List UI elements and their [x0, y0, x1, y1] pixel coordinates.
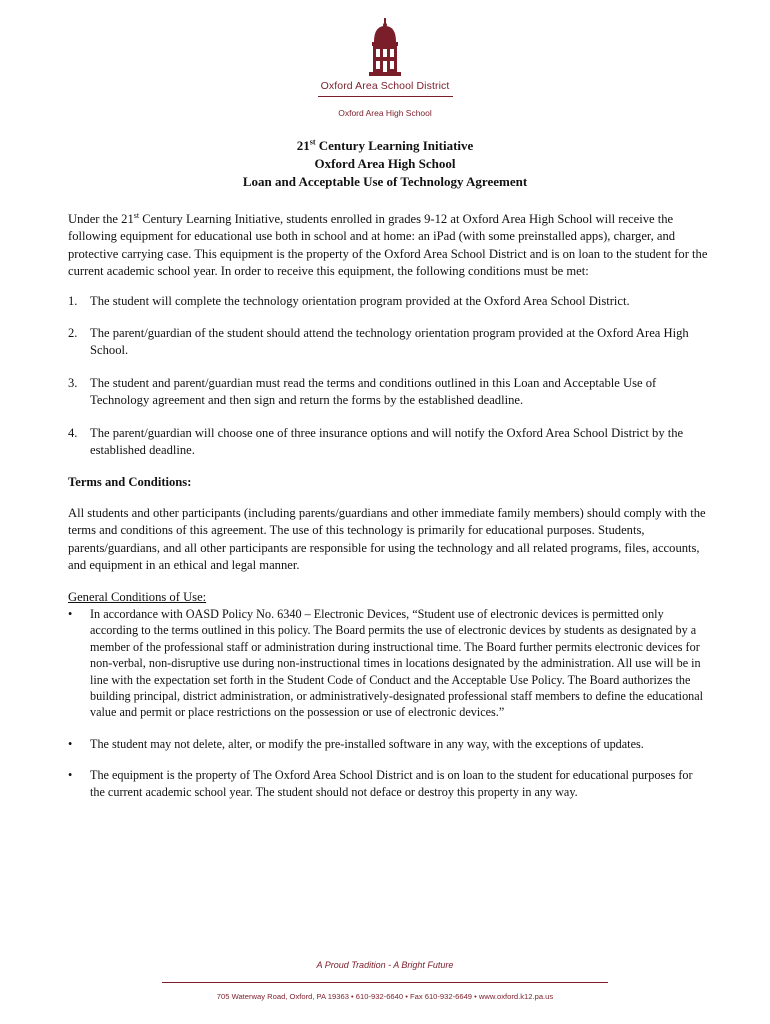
list-item: 1. The student will complete the technology orientation program provided at the Oxford Area School District.	[68, 293, 630, 308]
logo-divider	[318, 96, 453, 97]
district-logo	[300, 18, 470, 123]
district-name: Oxford Area School District	[320, 80, 450, 92]
title-line-3: Loan and Acceptable Use of Technology Agreement	[242, 174, 528, 189]
footer-tagline: A Proud Tradition - A Bright Future	[316, 960, 454, 970]
document-title	[0, 137, 770, 191]
conditions-list	[68, 293, 708, 460]
document-body	[68, 211, 708, 815]
title-line-2: Oxford Area High School	[314, 156, 456, 171]
list-item: • The student may not delete, alter, or modify the pre-installed software in any way, with the exceptions of updates.	[68, 736, 644, 751]
list-item: • The equipment is the property of The Oxford Area School District and is on loan to the student for educational purposes for the current academic school year. The student should not deface or destroy this property in any way.	[68, 768, 693, 799]
intro-paragraph: Under the 21st Century Learning Initiative, students enrolled in grades 9-12 at Oxford Area High School will receive the following equipment for educational use both in school and at home: an iPad (with some preinstalled apps), charger, and protective carrying case. This equipment is the property of the Oxford Area School District and is on loan to the student for the current academic school year. In order to receive this equipment, the following conditions must be met:	[68, 210, 708, 279]
building-dome-icon	[365, 18, 405, 78]
list-item: • In accordance with OASD Policy No. 6340 – Electronic Devices, “Student use of electronic devices is permitted only according to the terms outlined in this policy. The Board permits the use of electronic devices by students as designated by a member of the professional staff or administration during instructional time. The Board further permits electronic devices for non-verbal, non-disruptive use during non-instructional times in locations designated by the administration. All use will be in line with the expectation set forth in the Student Code of Conduct and the Acceptable Use Policy. The Board authorizes the building principal, district administration, or administratively-designated professional staff members to define the educational value and permit or place restrictions on the possession or use of electronic devices.”	[68, 606, 704, 720]
terms-paragraph: All students and other participants (including parents/guardians and other immediate family members) should comply with the terms and conditions of this agreement. The use of this technology is primarily for educational purposes. Students, parents/guardians, and all other participants are responsible for using the technology and all related programs, files, accounts, and equipment in an ethical and legal manner.	[68, 505, 706, 573]
terms-heading: Terms and Conditions:	[68, 475, 192, 490]
school-name: Oxford Area High School	[338, 108, 432, 118]
general-conditions-list	[68, 606, 708, 800]
title-line-1: 21st Century Learning Initiative	[296, 137, 474, 153]
list-item: 3. The student and parent/guardian must read the terms and conditions outlined in this Loan and Acceptable Use of Technology agreement and then sign and return the forms by the established deadline.	[68, 375, 657, 408]
footer-divider	[162, 982, 608, 983]
bullet-icon: •	[68, 606, 73, 621]
list-item: 2. The parent/guardian of the student should attend the technology orientation program provided at the Oxford Area High School.	[68, 326, 689, 358]
general-conditions-heading: General Conditions of Use:	[68, 589, 207, 604]
bullet-icon: •	[68, 768, 73, 783]
list-item: 4. The parent/guardian will choose one of three insurance options and will notify the Oxford Area School District by the established deadline.	[68, 425, 684, 458]
footer-address: 705 Waterway Road, Oxford, PA 19363 • 610-932-6640 • Fax 610-932-6649 • www.oxford.k12.pa.us	[216, 992, 554, 1001]
bullet-icon: •	[68, 736, 73, 751]
